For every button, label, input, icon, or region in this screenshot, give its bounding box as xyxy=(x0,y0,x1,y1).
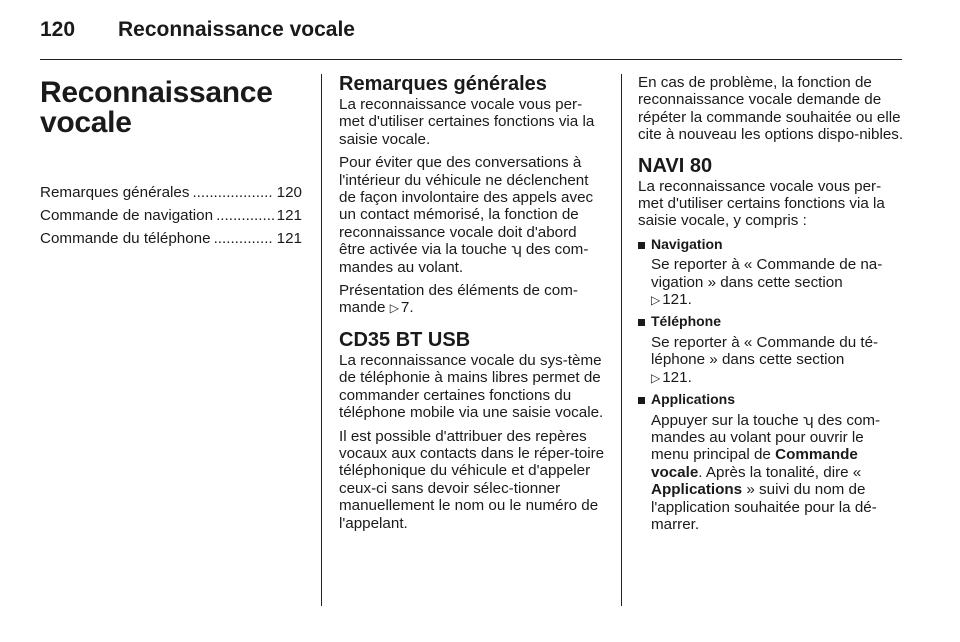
paragraph: En cas de problème, la fonction de reconnaissance vocale demande de répéter la commande souhaitée ou elle cite à nouveau les options dispo‐nibles. xyxy=(638,74,904,144)
page-ref-icon: ▷ xyxy=(651,293,661,308)
toc-label: Commande de navigation xyxy=(40,207,214,224)
column-3 xyxy=(638,74,904,537)
paragraph: La reconnaissance vocale vous per‐met d'utiliser certaines fonctions via la saisie vocale. xyxy=(339,96,595,148)
page-ref[interactable]: 121. xyxy=(662,368,692,386)
header-rule xyxy=(40,59,902,60)
paragraph: La reconnaissance vocale du sys‐tème de téléphonie à mains libres permet de commander certaines fonctions du téléphone mobile via une saisie vocale. xyxy=(339,351,604,422)
list-item: Navigation Se reporter à « Commande de na‐vigation » dans cette section ▷ 121. xyxy=(638,236,904,310)
column-divider xyxy=(621,74,622,606)
page-ref-icon: ▷ xyxy=(651,370,661,385)
paragraph: Présentation des éléments de com‐mande ▷ 7. xyxy=(339,282,578,317)
list-item: Applications Appuyer sur la touche ʮ des com‐mandes au volant pour ouvrir le menu principal de Commande vocale. Après la tonalité, dire « Applications » suivi du nom de l'application souhaitée pour la dé‐marrer. xyxy=(638,391,904,533)
toc-page: 121 xyxy=(276,230,302,247)
toc-entry[interactable] xyxy=(40,230,302,253)
bullet-square-icon xyxy=(638,242,645,249)
page-ref[interactable]: 121. xyxy=(662,291,692,309)
page-number: 120 xyxy=(40,18,76,41)
toc-label: Remarques générales xyxy=(40,184,190,201)
list-item-title: Téléphone xyxy=(651,313,722,330)
chapter-title: Reconnaissance vocale xyxy=(40,76,273,139)
page-ref[interactable]: 7. xyxy=(400,299,414,317)
toc-leader xyxy=(216,207,274,224)
table-of-contents xyxy=(40,184,302,253)
column-2 xyxy=(339,74,605,538)
column-1 xyxy=(40,74,302,253)
toc-entry[interactable] xyxy=(40,184,302,207)
bullet-square-icon xyxy=(638,319,645,326)
running-title: Reconnaissance vocale xyxy=(118,18,355,41)
paragraph: Pour éviter que des conversations à l'intérieur du véhicule ne déclenchent de façon involontaire des appels avec un contact mémorisé, la fonction de reconnaissance vocale doit d'abord être activée via la touche ʮ des com‐mandes au volant. xyxy=(339,154,594,276)
section-heading: NAVI 80 xyxy=(638,154,713,177)
paragraph: La reconnaissance vocale vous per‐met d'utiliser certains fonctions via la saisie vocale, y compris : xyxy=(638,177,885,230)
list-item: Téléphone Se reporter à « Commande du té‐léphone » dans cette section ▷ 121. xyxy=(638,313,904,387)
list-item-title: Applications xyxy=(651,391,736,408)
list-item-title: Navigation xyxy=(651,235,723,252)
toc-leader xyxy=(192,184,273,201)
bullet-square-icon xyxy=(638,397,645,404)
section-heading: Remarques générales xyxy=(339,73,547,95)
voice-button-icon: ʮ xyxy=(802,411,814,429)
column-divider xyxy=(321,74,322,606)
toc-page: 121 xyxy=(276,207,302,224)
toc-label: Commande du téléphone xyxy=(40,230,211,247)
section-heading: CD35 BT USB xyxy=(339,328,471,351)
toc-page: 120 xyxy=(276,184,302,201)
toc-leader xyxy=(214,230,274,247)
paragraph: Il est possible d'attribuer des repères vocaux aux contacts dans le réper‐toire téléphonique du véhicule et d'appeler ceux-ci sans devoir sélec‐tionner manuellement le nom ou le numéro de l'appelant. xyxy=(339,427,605,532)
voice-button-icon: ʮ xyxy=(511,241,522,259)
toc-entry[interactable] xyxy=(40,207,302,230)
page-header xyxy=(40,18,902,52)
page-ref-icon: ▷ xyxy=(389,301,399,316)
